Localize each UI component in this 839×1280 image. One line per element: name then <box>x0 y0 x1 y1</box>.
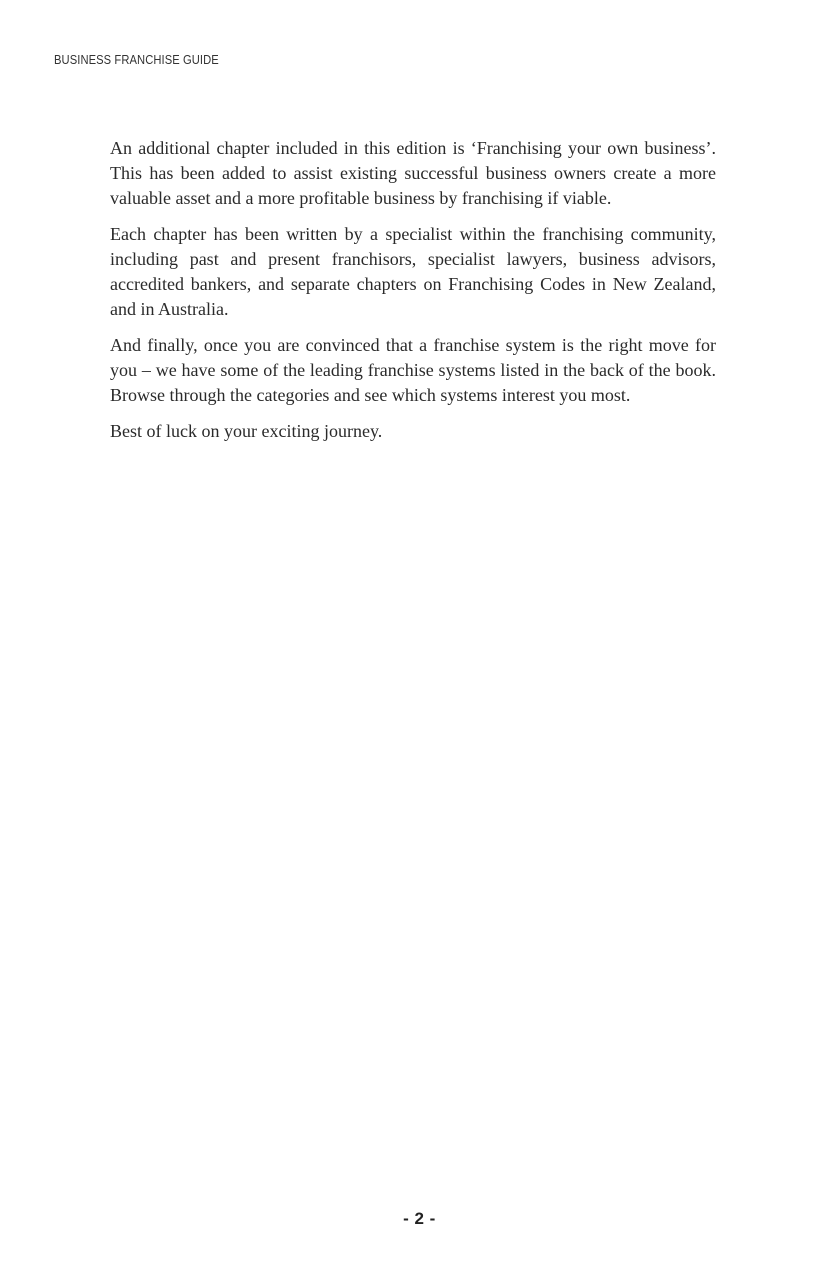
paragraph: Each chapter has been written by a specialist within the franchising community, including past and present franchisors, specialist lawyers, business advisors, accredited bankers, and separate chapters on Franchising Codes in New Zealand, and in Australia. <box>110 224 716 319</box>
paragraph: And finally, once you are convinced that a franchise system is the right move for you – we have some of the leading franchise systems listed in the back of the book. Browse through the categories and see which systems interest you most. <box>110 335 716 405</box>
paragraph: An additional chapter included in this edition is ‘Franchising your own business’. This has been added to assist existing successful business owners create a more valuable asset and a more profitable business by franchising if viable. <box>110 138 716 208</box>
body-text <box>110 136 716 455</box>
paragraph: Best of luck on your exciting journey. <box>110 421 383 441</box>
running-header: BUSINESS FRANCHISE GUIDE <box>54 52 219 67</box>
page-number: - 2 - <box>403 1209 436 1228</box>
